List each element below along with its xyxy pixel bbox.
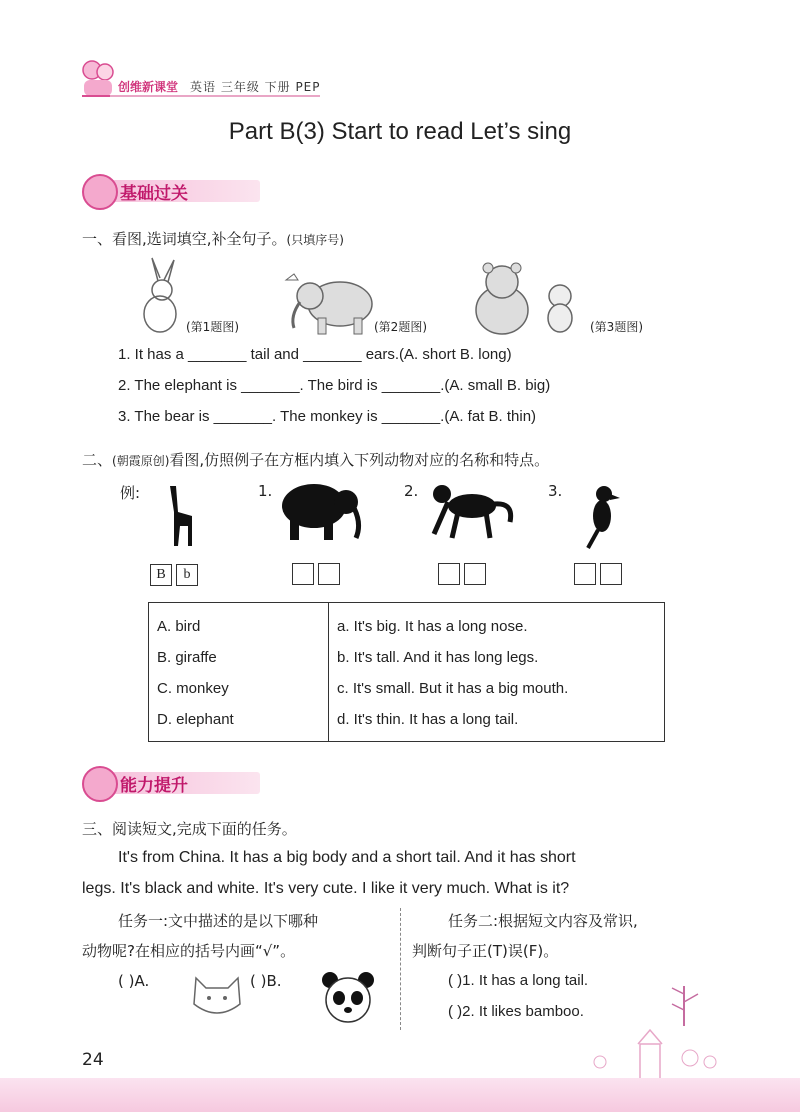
label-2: 2.	[404, 482, 419, 500]
option-feature: d. It's thin. It has a long tail.	[337, 711, 519, 728]
answer-boxes-2[interactable]	[438, 563, 490, 589]
task1-option-a[interactable]: ( )A.	[118, 972, 150, 990]
q1-sentence-3: 3. The bear is _______. The monkey is _______.(A. fat B. thin)	[118, 408, 537, 425]
answer-box[interactable]	[318, 563, 340, 585]
page-title: Part B(3) Start to read Let’s sing	[228, 118, 572, 145]
girl-avatar-icon	[82, 174, 118, 210]
answer-box[interactable]	[292, 563, 314, 585]
q1-sentence-1: 1. It has a _______ tail and _______ ears.(A. short B. long)	[118, 346, 512, 363]
page-number: 24	[82, 1050, 104, 1070]
caption-2: (第2题图)	[374, 320, 427, 334]
bird-silhouette-icon	[582, 480, 632, 554]
elephant-silhouette-icon	[280, 480, 366, 546]
header-meta: 英语 三年级 下册 PEP	[190, 80, 321, 94]
task-divider	[400, 908, 401, 1030]
q2-heading: 二、(朝霞原创)看图,仿照例子在方框内填入下列动物对应的名称和特点。	[82, 451, 550, 469]
task1-option-b[interactable]: ( )B.	[250, 972, 282, 990]
answer-box[interactable]	[464, 563, 486, 585]
panda-face-image	[320, 970, 376, 1028]
bamboo-icon	[668, 982, 702, 1030]
rabbit-image	[132, 256, 192, 340]
girl-avatar-icon	[82, 766, 118, 802]
option-animal: A. bird	[157, 618, 201, 635]
passage-line-2: legs. It's black and white. It's very cute. I like it very much. What is it?	[82, 880, 570, 897]
answer-box[interactable]	[600, 563, 622, 585]
task2-item-2[interactable]: ( )2. It likes bamboo.	[448, 1003, 584, 1020]
options-table	[148, 602, 665, 742]
passage-line-1: It's from China. It has a big body and a short tail. And it has short	[118, 849, 576, 866]
answer-boxes-1[interactable]	[292, 563, 344, 589]
section-badge-basic: 基础过关	[82, 174, 262, 204]
option-animal: B. giraffe	[157, 649, 217, 666]
monkey-silhouette-icon	[428, 482, 518, 546]
example-box-feature: b	[176, 564, 198, 586]
label-3: 3.	[548, 482, 563, 500]
footer-band	[0, 1078, 800, 1112]
example-answer-boxes	[150, 563, 202, 586]
task1-line-2: 动物呢?在相应的括号内画“√”。	[82, 942, 296, 960]
giraffe-silhouette-icon	[160, 482, 200, 552]
header-divider	[110, 95, 320, 97]
task2-item-1[interactable]: ( )1. It has a long tail.	[448, 972, 589, 989]
option-animal: C. monkey	[157, 680, 229, 697]
elephant-bird-image	[280, 266, 380, 342]
answer-boxes-3[interactable]	[574, 563, 626, 589]
example-box-letter: B	[150, 564, 172, 586]
section-badge-advanced: 能力提升	[82, 766, 262, 796]
caption-1: (第1题图)	[186, 320, 239, 334]
q1-heading: 一、看图,选词填空,补全句子。(只填序号)	[82, 230, 344, 248]
options-features	[329, 603, 665, 742]
option-feature: c. It's small. But it has a big mouth.	[337, 680, 569, 697]
q1-sentence-2: 2. The elephant is _______. The bird is _______.(A. small B. big)	[118, 377, 551, 394]
example-label: 例:	[120, 484, 141, 502]
task2-line-2: 判断句子正(T)误(F)。	[412, 942, 559, 960]
answer-box[interactable]	[438, 563, 460, 585]
label-1: 1.	[258, 482, 273, 500]
option-animal: D. elephant	[157, 711, 234, 728]
options-animals	[149, 603, 329, 742]
option-feature: a. It's big. It has a long nose.	[337, 618, 528, 635]
answer-box[interactable]	[574, 563, 596, 585]
q3-heading: 三、阅读短文,完成下面的任务。	[82, 820, 297, 838]
header-brand: 创维新课堂	[118, 80, 179, 94]
kids-logo-icon	[78, 56, 118, 100]
option-feature: b. It's tall. And it has long legs.	[337, 649, 539, 666]
cat-face-image	[190, 974, 244, 1024]
caption-3: (第3题图)	[590, 320, 643, 334]
bear-monkey-image	[470, 262, 590, 340]
castle-decoration-icon	[560, 1028, 730, 1084]
task2-line-1: 任务二:根据短文内容及常识,	[448, 912, 638, 930]
task1-line-1: 任务一:文中描述的是以下哪种	[118, 912, 319, 930]
